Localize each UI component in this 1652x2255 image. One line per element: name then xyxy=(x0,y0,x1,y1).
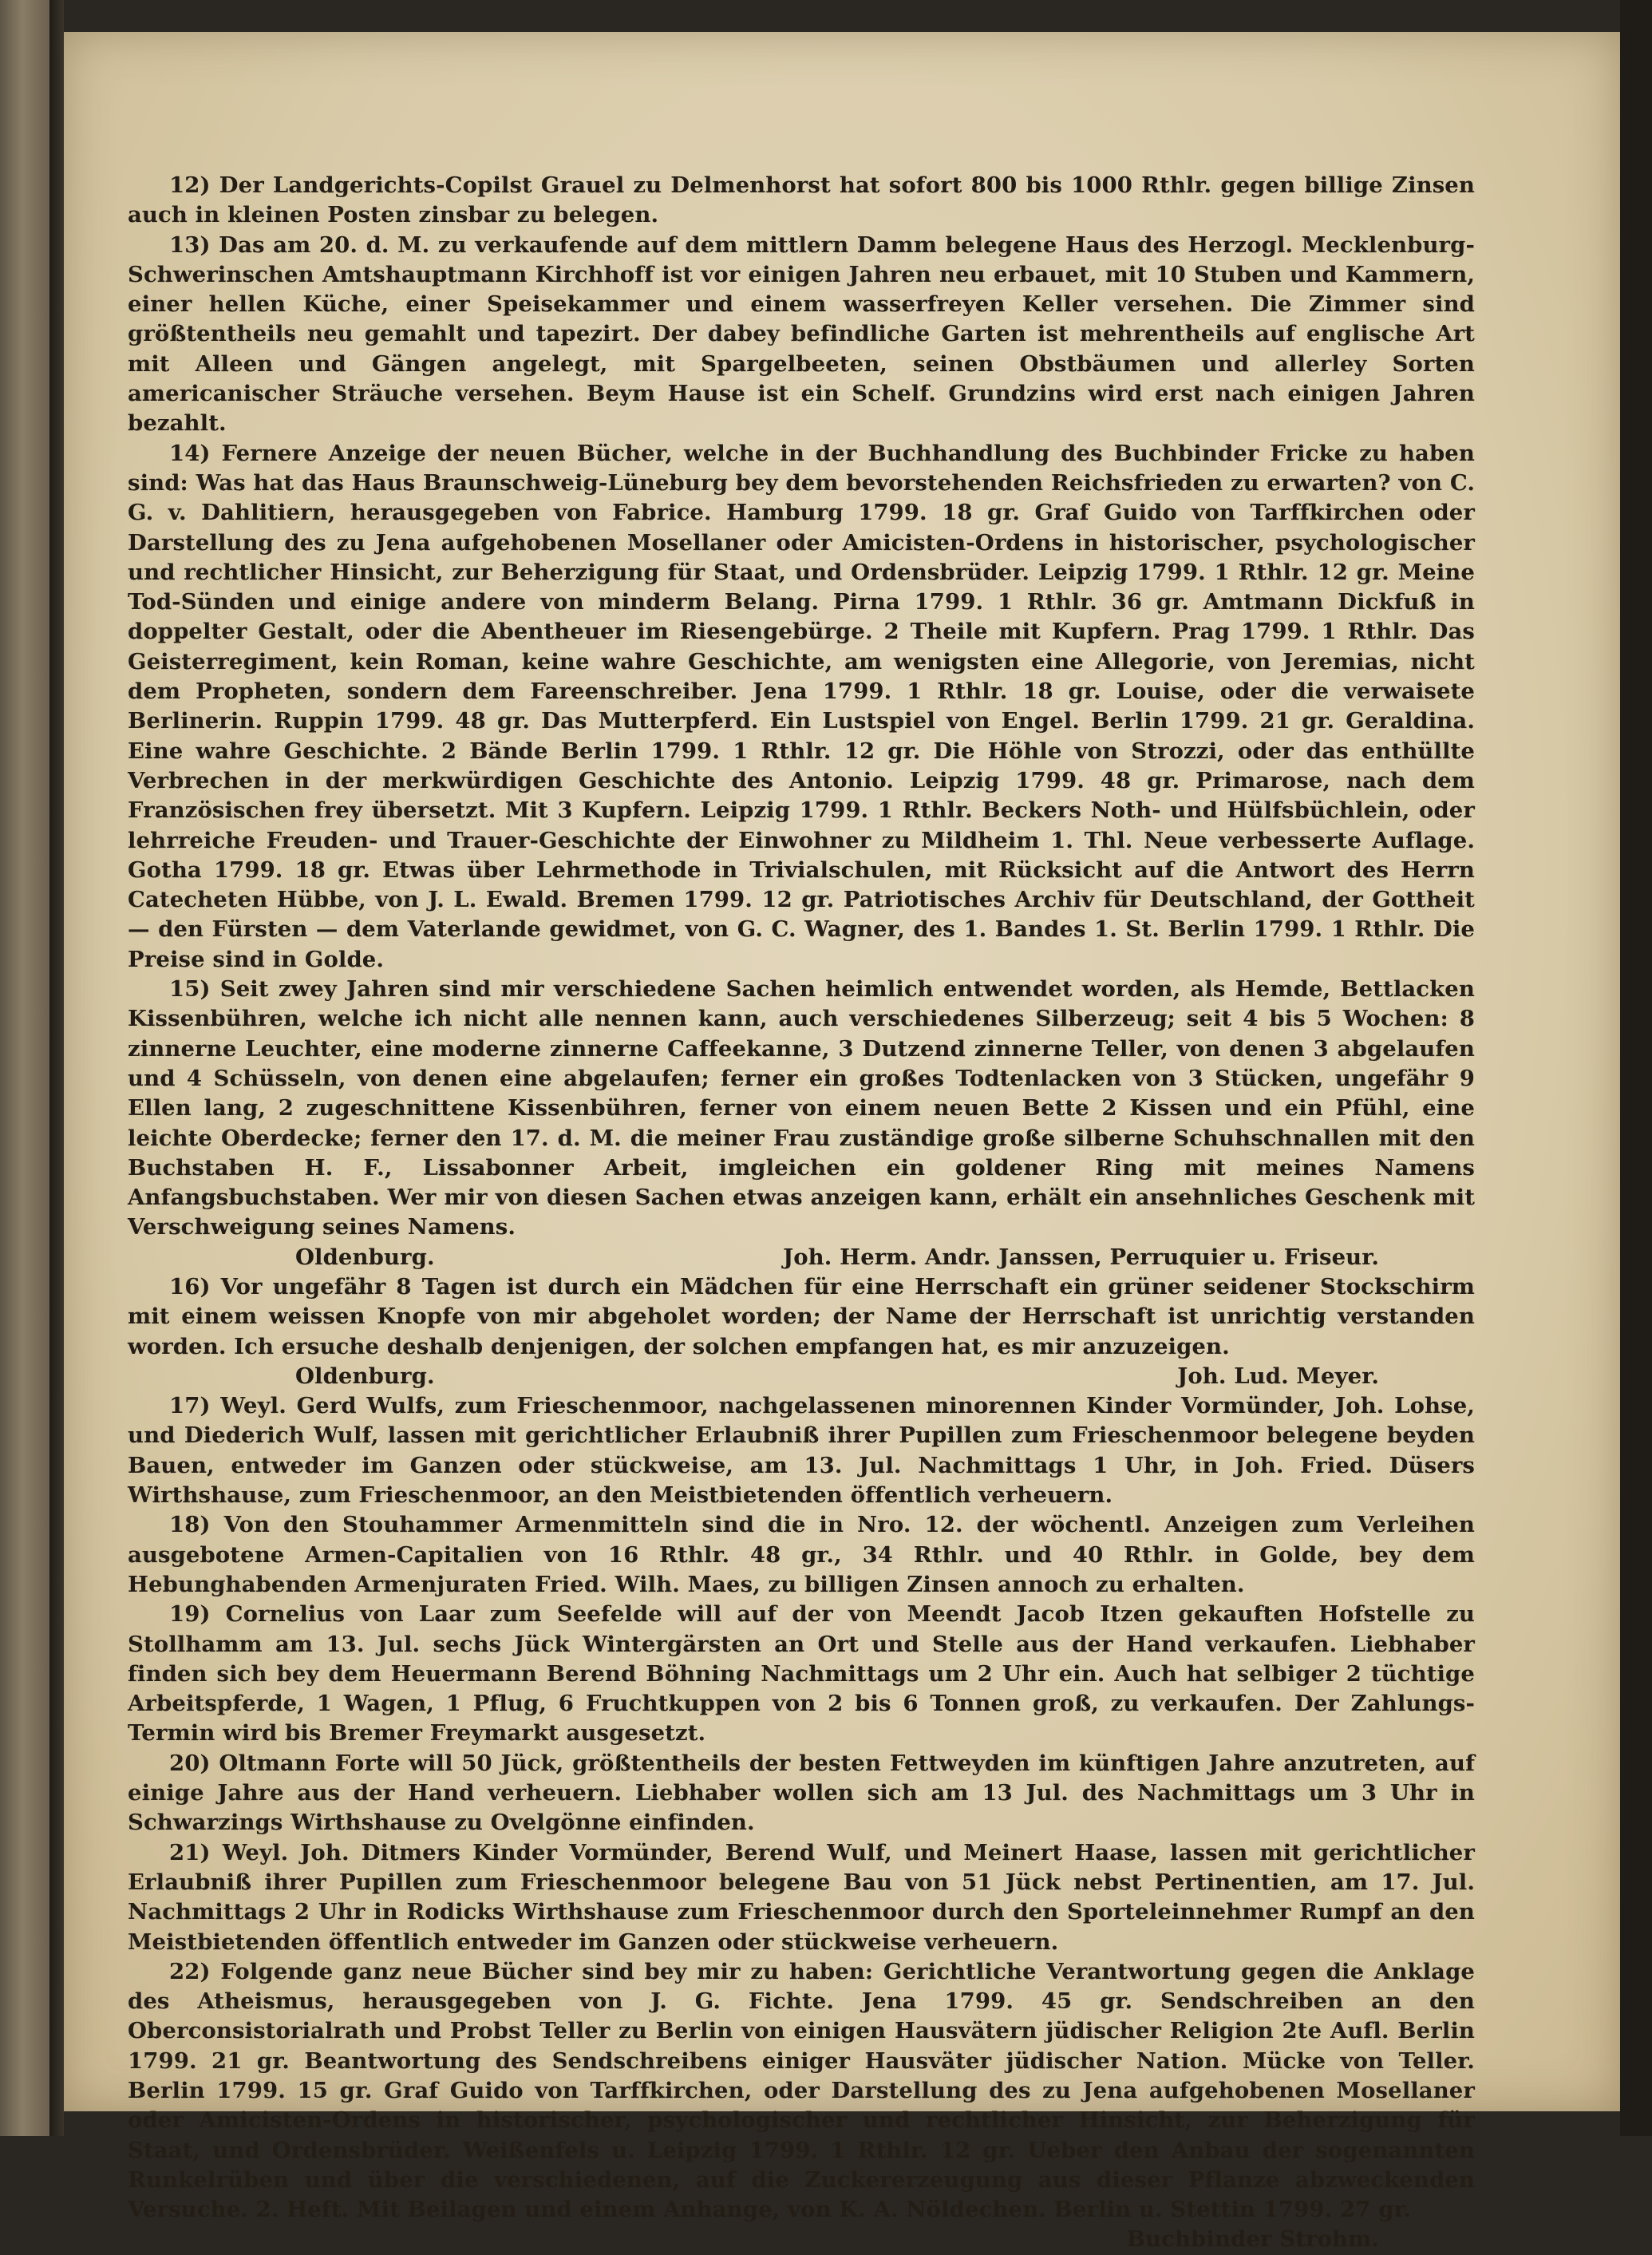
signature-name: Joh. Herm. Andr. Janssen, Perruquier u. Friseur. xyxy=(783,1244,1379,1270)
notice-14: 14) Fernere Anzeige der neuen Bücher, welche in der Buchhandlung des Buchbinder Fricke zu haben sind: Was hat das Haus Braunschweig-Lüneburg bey dem bevorstehenden Reichsfrieden zu erwarten? von C. G. v. Dahlitiern, herausgegeben von Fabrice. Hamburg 1799. 18 gr. Graf Guido von Tarffkirchen oder Darstellung des zu Jena aufgehobenen Mosellaner oder Amicisten-Ordens in historischer, psychologischer und rechtlicher Hinsicht, zur Beherzigung für Staat, und Ordensbrüder. Leipzig 1799. 1 Rthlr. 12 gr. Meine Tod-Sünden und einige andere von minderm Belang. Pirna 1799. 1 Rthlr. 36 gr. Amtmann Dickfuß in doppelter Gestalt, oder die Abentheuer im Riesengebürge. 2 Theile mit Kupfern. Prag 1799. 1 Rthlr. Das Geisterregiment, kein Roman, keine wahre Geschichte, am wenigsten eine Allegorie, von Jeremias, nicht dem Propheten, sondern dem Fareenschreiber. Jena 1799. 1 Rthlr. 18 gr. Louise, oder die verwaisete Berlinerin. Ruppin 1799. 48 gr. Das Mutterpferd. Ein Lustspiel von Engel. Berlin 1799. 21 gr. Geraldina. Eine wahre Geschichte. 2 Bände Berlin 1799. 1 Rthlr. 12 gr. Die Höhle von Strozzi, oder das enthüllte Verbrechen in der merkwürdigen Geschichte des Antonio. Leipzig 1799. 48 gr. Primarose, nach dem Französischen frey übersetzt. Mit 3 Kupfern. Leipzig 1799. 1 Rthlr. Beckers Noth- und Hülfsbüchlein, oder lehrreiche Freuden- und Trauer-Geschichte der Einwohner zu Mildheim 1. Thl. Neue verbesserte Auflage. Gotha 1799. 18 gr. Etwas über Lehrmethode in Trivialschulen, mit Rücksicht auf die Antwort des Herrn Catecheten Hübbe, von J. L. Ewald. Bremen 1799. 12 gr. Patriotisches Archiv für Deutschland, der Gottheit — den Fürsten — dem Vaterlande gewidmet, von G. C. Wagner, des 1. Bandes 1. St. Berlin 1799. 1 Rthlr. Die Preise sind in Golde. xyxy=(128,440,1475,972)
scan-background xyxy=(1620,0,1652,2136)
notice-22: 22) Folgende ganz neue Bücher sind bey mir zu haben: Gerichtliche Verantwortung gegen die Anklage des Atheismus, herausgegeben von J. G. Fichte. Jena 1799. 45 gr. Sendschreiben an den Oberconsistorialrath und Probst Teller zu Berlin von einigen Hausvätern jüdischer Religion 2te Aufl. Berlin 1799. 21 gr. Beantwortung des Sendschreibens einiger Hausväter jüdischer Nation. Mücke von Teller. Berlin 1799. 15 gr. Graf Guido von Tarffkirchen, oder Darstellung des zu Jena aufgehobenen Mosellaner oder Amicisten-Ordens in historischer, psychologischer und rechtlicher Hinsicht, zur Beherzigung für Staat, und Ordensbrüder. Weißenfels u. Leipzig 1799. 1 Rthlr. 12 gr. Ueber den Anbau der sogenannten Runkelrüben und über die verschiedenen, auf die Zuckererzeugung aus dieser Pflanze abzweckenden Versuche. 2. Heft. Mit Beilagen und einem Anhange, von K. A. Nöldechen. Berlin u. Stettin 1799. 27 gr. xyxy=(128,1958,1475,2223)
notice-20: 20) Oltmann Forte will 50 Jück, größtentheils der besten Fettweyden im künftigen Jahre anzutreten, auf einige Jahre aus der Hand verheuern. Liebhaber wollen sich am 13 Jul. des Nachmittags um 3 Uhr in Schwarzings Wirthshause zu Ovelgönne einfinden. xyxy=(128,1750,1475,1836)
page-text xyxy=(128,171,1475,2255)
signature-name: Joh. Lud. Meyer. xyxy=(1177,1363,1379,1389)
notice-17: 17) Weyl. Gerd Wulfs, zum Frieschenmoor, nachgelassenen minorennen Kinder Vormünder, Joh. Lohse, und Diederich Wulf, lassen mit gerichtlicher Erlaubniß ihrer Pupillen zum Frieschenmoor belegene beyden Bauen, entweder im Ganzen oder stückweise, am 13. Jul. Nachmittags 1 Uhr, in Joh. Fried. Düsers Wirthshause, zum Frieschenmoor, an den Meistbietenden öffentlich verheuern. xyxy=(128,1393,1475,1509)
notice-21: 21) Weyl. Joh. Ditmers Kinder Vormünder, Berend Wulf, und Meinert Haase, lassen mit gerichtlicher Erlaubniß ihrer Pupillen zum Frieschenmoor belegene Bau von 51 Jück nebst Pertinentien, am 17. Jul. Nachmittags 2 Uhr in Rodicks Wirthshause zum Frieschenmoor durch den Sporteleinnehmer Rumpf an den Meistbietenden öffentlich entweder im Ganzen oder stückweise verheuern. xyxy=(128,1839,1475,1955)
signature-name: Buchbinder Strohm. xyxy=(1126,2226,1379,2253)
signature-line-16 xyxy=(128,1362,1475,1391)
signature-place: Oldenburg. xyxy=(295,1244,435,1270)
signature-line-15 xyxy=(128,1243,1475,1272)
newspaper-page xyxy=(64,32,1620,2253)
notice-15: 15) Seit zwey Jahren sind mir verschiedene Sachen heimlich entwendet worden, als Hemde, Bettlacken Kissenbühren, welche ich nicht alle nennen kann, auch verschiedenes Silberzeug; seit 4 bis 5 Wochen: 8 zinnerne Leuchter, eine moderne zinnerne Caffeekanne, 3 Dutzend zinnerne Teller, von denen 3 abgelaufen und 4 Schüsseln, von denen eine abgelaufen; ferner ein großes Todtenlacken von 3 Stücken, ungefähr 9 Ellen lang, 2 zugeschnittene Kissenbühren, ferner von einem neuen Bette 2 Kissen und ein Pfühl, eine leichte Oberdecke; ferner den 17. d. M. die meiner Frau zuständige große silberne Schuhschnallen mit den Buchstaben H. F., Lissabonner Arbeit, imgleichen ein goldener Ring mit meines Namens Anfangsbuchstaben. Wer mir von diesen Sachen etwas anzeigen kann, erhält ein ansehnliches Geschenk mit Verschweigung seines Namens. xyxy=(128,976,1475,1240)
notice-18: 18) Von den Stouhammer Armenmitteln sind die in Nro. 12. der wöchentl. Anzeigen zum Verleihen ausgebotene Armen-Capitalien von 16 Rthlr. 48 gr., 34 Rthlr. und 40 Rthlr. in Golde, bey dem Hebunghabenden Armenjuraten Fried. Wilh. Maes, zu billigen Zinsen annoch zu erhalten. xyxy=(128,1512,1475,1597)
notice-13: 13) Das am 20. d. M. zu verkaufende auf dem mittlern Damm belegene Haus des Herzogl. Mecklenburg-Schwerinschen Amtshauptmann Kirchhoff ist vor einigen Jahren neu erbauet, mit 10 Stuben und Kammern, einer hellen Küche, einer Speisekammer und einem wasserfreyen Keller versehen. Die Zimmer sind größtentheils neu gemahlt und tapezirt. Der dabey befindliche Garten ist mehrentheils auf englische Art mit Alleen und Gängen angelegt, mit Spargelbeeten, seinen Obstbäumen und allerley Sorten americanischer Sträuche versehen. Beym Hause ist ein Schelf. Grundzins wird erst nach einigen Jahren bezahlt. xyxy=(128,231,1475,437)
notice-19: 19) Cornelius von Laar zum Seefelde will auf der von Meendt Jacob Itzen gekauften Hofstelle zu Stollhamm am 13. Jul. sechs Jück Wintergärsten an Ort und Stelle aus der Hand verkaufen. Liebhaber finden sich bey dem Heuermann Berend Böhning Nachmittags um 2 Uhr ein. Auch hat selbiger 2 tüchtige Arbeitspferde, 1 Wagen, 1 Pflug, 6 Fruchtkuppen von 2 bis 6 Tonnen groß, zu verkaufen. Der Zahlungs-Termin wird bis Bremer Freymarkt ausgesetzt. xyxy=(128,1601,1475,1747)
notice-16: 16) Vor ungefähr 8 Tagen ist durch ein Mädchen für eine Herrschaft ein grüner seidener Stockschirm mit einem weissen Knopfe von mir abgeholet worden; der Name der Herrschaft ist unrichtig verstanden worden. Ich ersuche deshalb denjenigen, der solchen empfangen hat, es mir anzuzeigen. xyxy=(128,1273,1475,1359)
book-gutter xyxy=(49,0,64,2136)
adjacent-page-edge xyxy=(0,0,49,2136)
notice-12: 12) Der Landgerichts-Copilst Grauel zu Delmenhorst hat sofort 800 bis 1000 Rthlr. gegen billige Zinsen auch in kleinen Posten zinsbar zu belegen. xyxy=(128,172,1475,228)
signature-place: Oldenburg. xyxy=(295,1363,435,1389)
signature-line-22 xyxy=(128,2225,1475,2254)
